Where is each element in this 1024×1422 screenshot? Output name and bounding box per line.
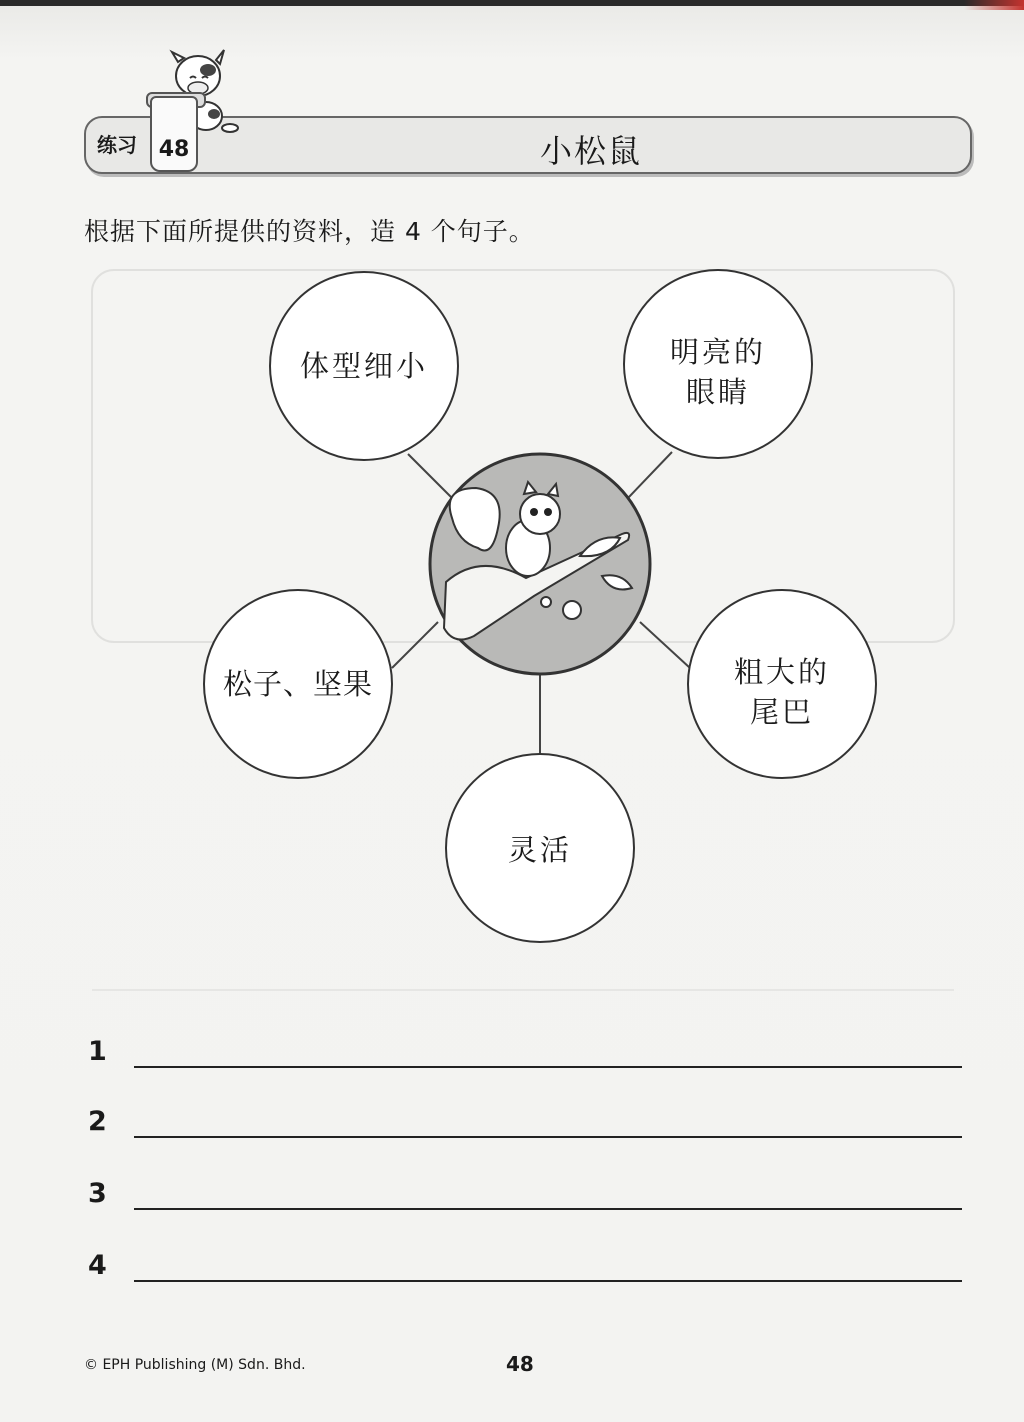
answer-line-4[interactable] [134,1280,962,1282]
connector-line [628,452,672,498]
page-number: 48 [506,1352,534,1376]
node-text-tail: 粗大的 尾巴 [733,655,830,729]
page-title: 小松鼠 [540,132,643,170]
exercise-tab-label: 练习 [97,132,137,157]
node-text-size: 体型细小 [299,349,428,383]
instruction-text: 根据下面所提供的资料，造 4 个句子。 [84,217,535,246]
connector-line [408,454,452,498]
copyright-text: © EPH Publishing (M) Sdn. Bhd. [84,1357,306,1373]
answer-line-2[interactable] [134,1136,962,1138]
answer-number: 2 [88,1106,107,1137]
answer-number: 1 [88,1036,107,1067]
answer-number: 4 [88,1250,107,1281]
node-text-food: 松子、坚果 [222,667,373,701]
connector-line [392,622,438,668]
answer-line-3[interactable] [134,1208,962,1210]
answer-line-1[interactable] [134,1066,962,1068]
connector-line [640,622,690,668]
squirrel-illustration-icon [430,454,650,674]
node-text-eyes: 明亮的 眼睛 [669,335,766,409]
answer-number: 3 [88,1178,107,1209]
exercise-number: 48 [158,137,190,162]
node-text-agile: 灵活 [507,833,572,867]
